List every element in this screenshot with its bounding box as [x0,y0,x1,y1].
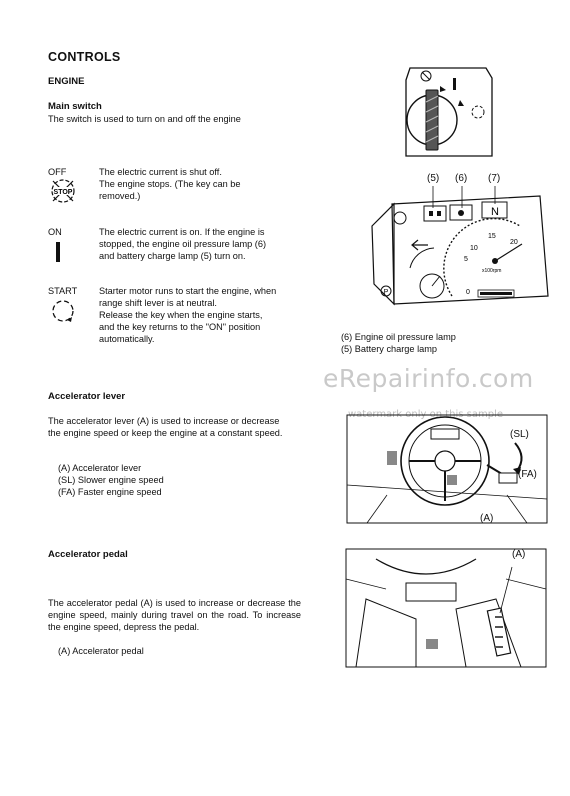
gauge-15: 15 [488,233,496,240]
callout-7: (7) [488,173,501,184]
page-title: CONTROLS [48,50,121,64]
key-position-on-label: ON [48,227,62,237]
watermark-note: watermark only on this sample [348,409,504,420]
p-badge: P [383,289,389,296]
key-switch-figure [398,60,498,160]
stop-icon-text: STOP [53,189,73,196]
watermark-site: eRepairinfo.com [323,364,534,393]
panel-caption-6: (6) Engine oil pressure lamp [341,332,456,342]
key-position-start-label: START [48,286,78,296]
key-position-off-label: OFF [48,167,67,177]
callout-fa: (FA) [518,469,537,480]
on-bar-icon [56,242,60,262]
key-position-on-text: The electric current is on. If the engine is stopped, the engine oil pressure lamp (6) and battery charge lamp (5) turn on. [99,227,267,261]
panel-caption-5: (5) Battery charge lamp [341,344,437,354]
main-switch-heading: Main switch [48,101,102,112]
rpm-label: x100rpm [482,268,502,274]
accelerator-pedal-items: (A) Accelerator pedal [58,646,144,656]
gauge-5: 5 [464,256,468,263]
callout-sl: (SL) [510,429,529,440]
accelerator-pedal-figure [346,549,546,669]
lamp-n-text: N [491,206,499,218]
instrument-panel-figure [370,186,550,314]
gauge-10: 10 [470,245,478,252]
key-position-start-text: Starter motor runs to start the engine, when range shift lever is at neutral. Release the key when the engine starts, and the key returns to the "ON" position automatically. [99,286,277,344]
accelerator-lever-items: (A) Accelerator lever (SL) Slower engine speed (FA) Faster engine speed [58,463,164,497]
callout-a-pedal: (A) [512,549,526,560]
callout-5: (5) [427,173,440,184]
gauge-0: 0 [466,289,470,296]
callout-a-lever: (A) [480,513,494,524]
accelerator-pedal-heading: Accelerator pedal [48,549,128,560]
start-icon [50,298,80,328]
key-position-off-text: The electric current is shut off. The engine stops. (The key can be removed.) [99,167,241,201]
accelerator-lever-heading: Accelerator lever [48,391,126,402]
main-switch-description: The switch is used to turn on and off the engine [48,114,241,124]
stop-icon [50,178,80,208]
accelerator-lever-paragraph: The accelerator lever (A) is used to increase or decrease the engine speed or keep the engine at a constant speed. [48,416,283,438]
gauge-20: 20 [510,239,518,246]
accelerator-pedal-paragraph: The accelerator pedal (A) is used to increase or decrease the engine speed, mainly during travel on the road. To increase the engine speed, depress the pedal. [48,598,301,632]
callout-6: (6) [455,173,468,184]
section-subtitle: ENGINE [48,76,85,87]
